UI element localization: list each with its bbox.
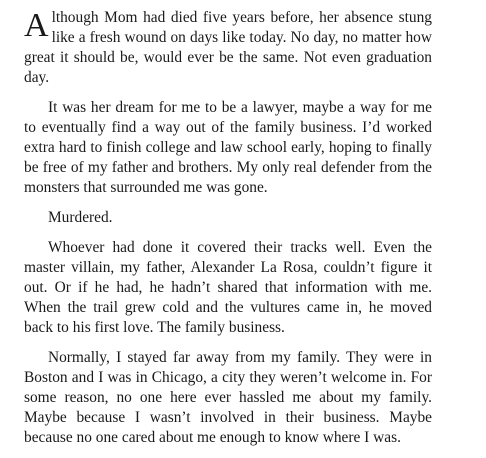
paragraph-5: Normally, I stayed far away from my family. They were in Boston and I was in Chicago, a city they weren’t welcome in. For some reason, no one here ever hassled me about my family. Maybe because I wasn’t involved in their business. Maybe because no one cared about me enough to know where I was. [24, 349, 432, 446]
paragraph-1 [24, 8, 432, 88]
paragraph-3: Murdered. [48, 209, 113, 226]
paragraph-1-text: lthough Mom had died five years before, her absence stung like a fresh wound on days like today. No day, no matter how great it should be, would ever be the same. Not even graduation day. [24, 9, 432, 86]
paragraph-2: It was her dream for me to be a lawyer, maybe a way for me to eventually find a way out of the family business. I’d worked extra hard to finish college and law school early, hoping to finally be free of my father and brothers. My only real defender from the monsters that surrounded me was gone. [24, 99, 432, 196]
paragraph-4: Whoever had done it covered their tracks well. Even the master villain, my father, Alexander La Rosa, couldn’t figure it out. Or if he had, he hadn’t shared that information with me. When the trail grew cold and the vultures came in, he moved back to his first love. The family business. [24, 239, 432, 336]
book-page [24, 8, 432, 458]
drop-cap-letter: A [24, 7, 49, 44]
